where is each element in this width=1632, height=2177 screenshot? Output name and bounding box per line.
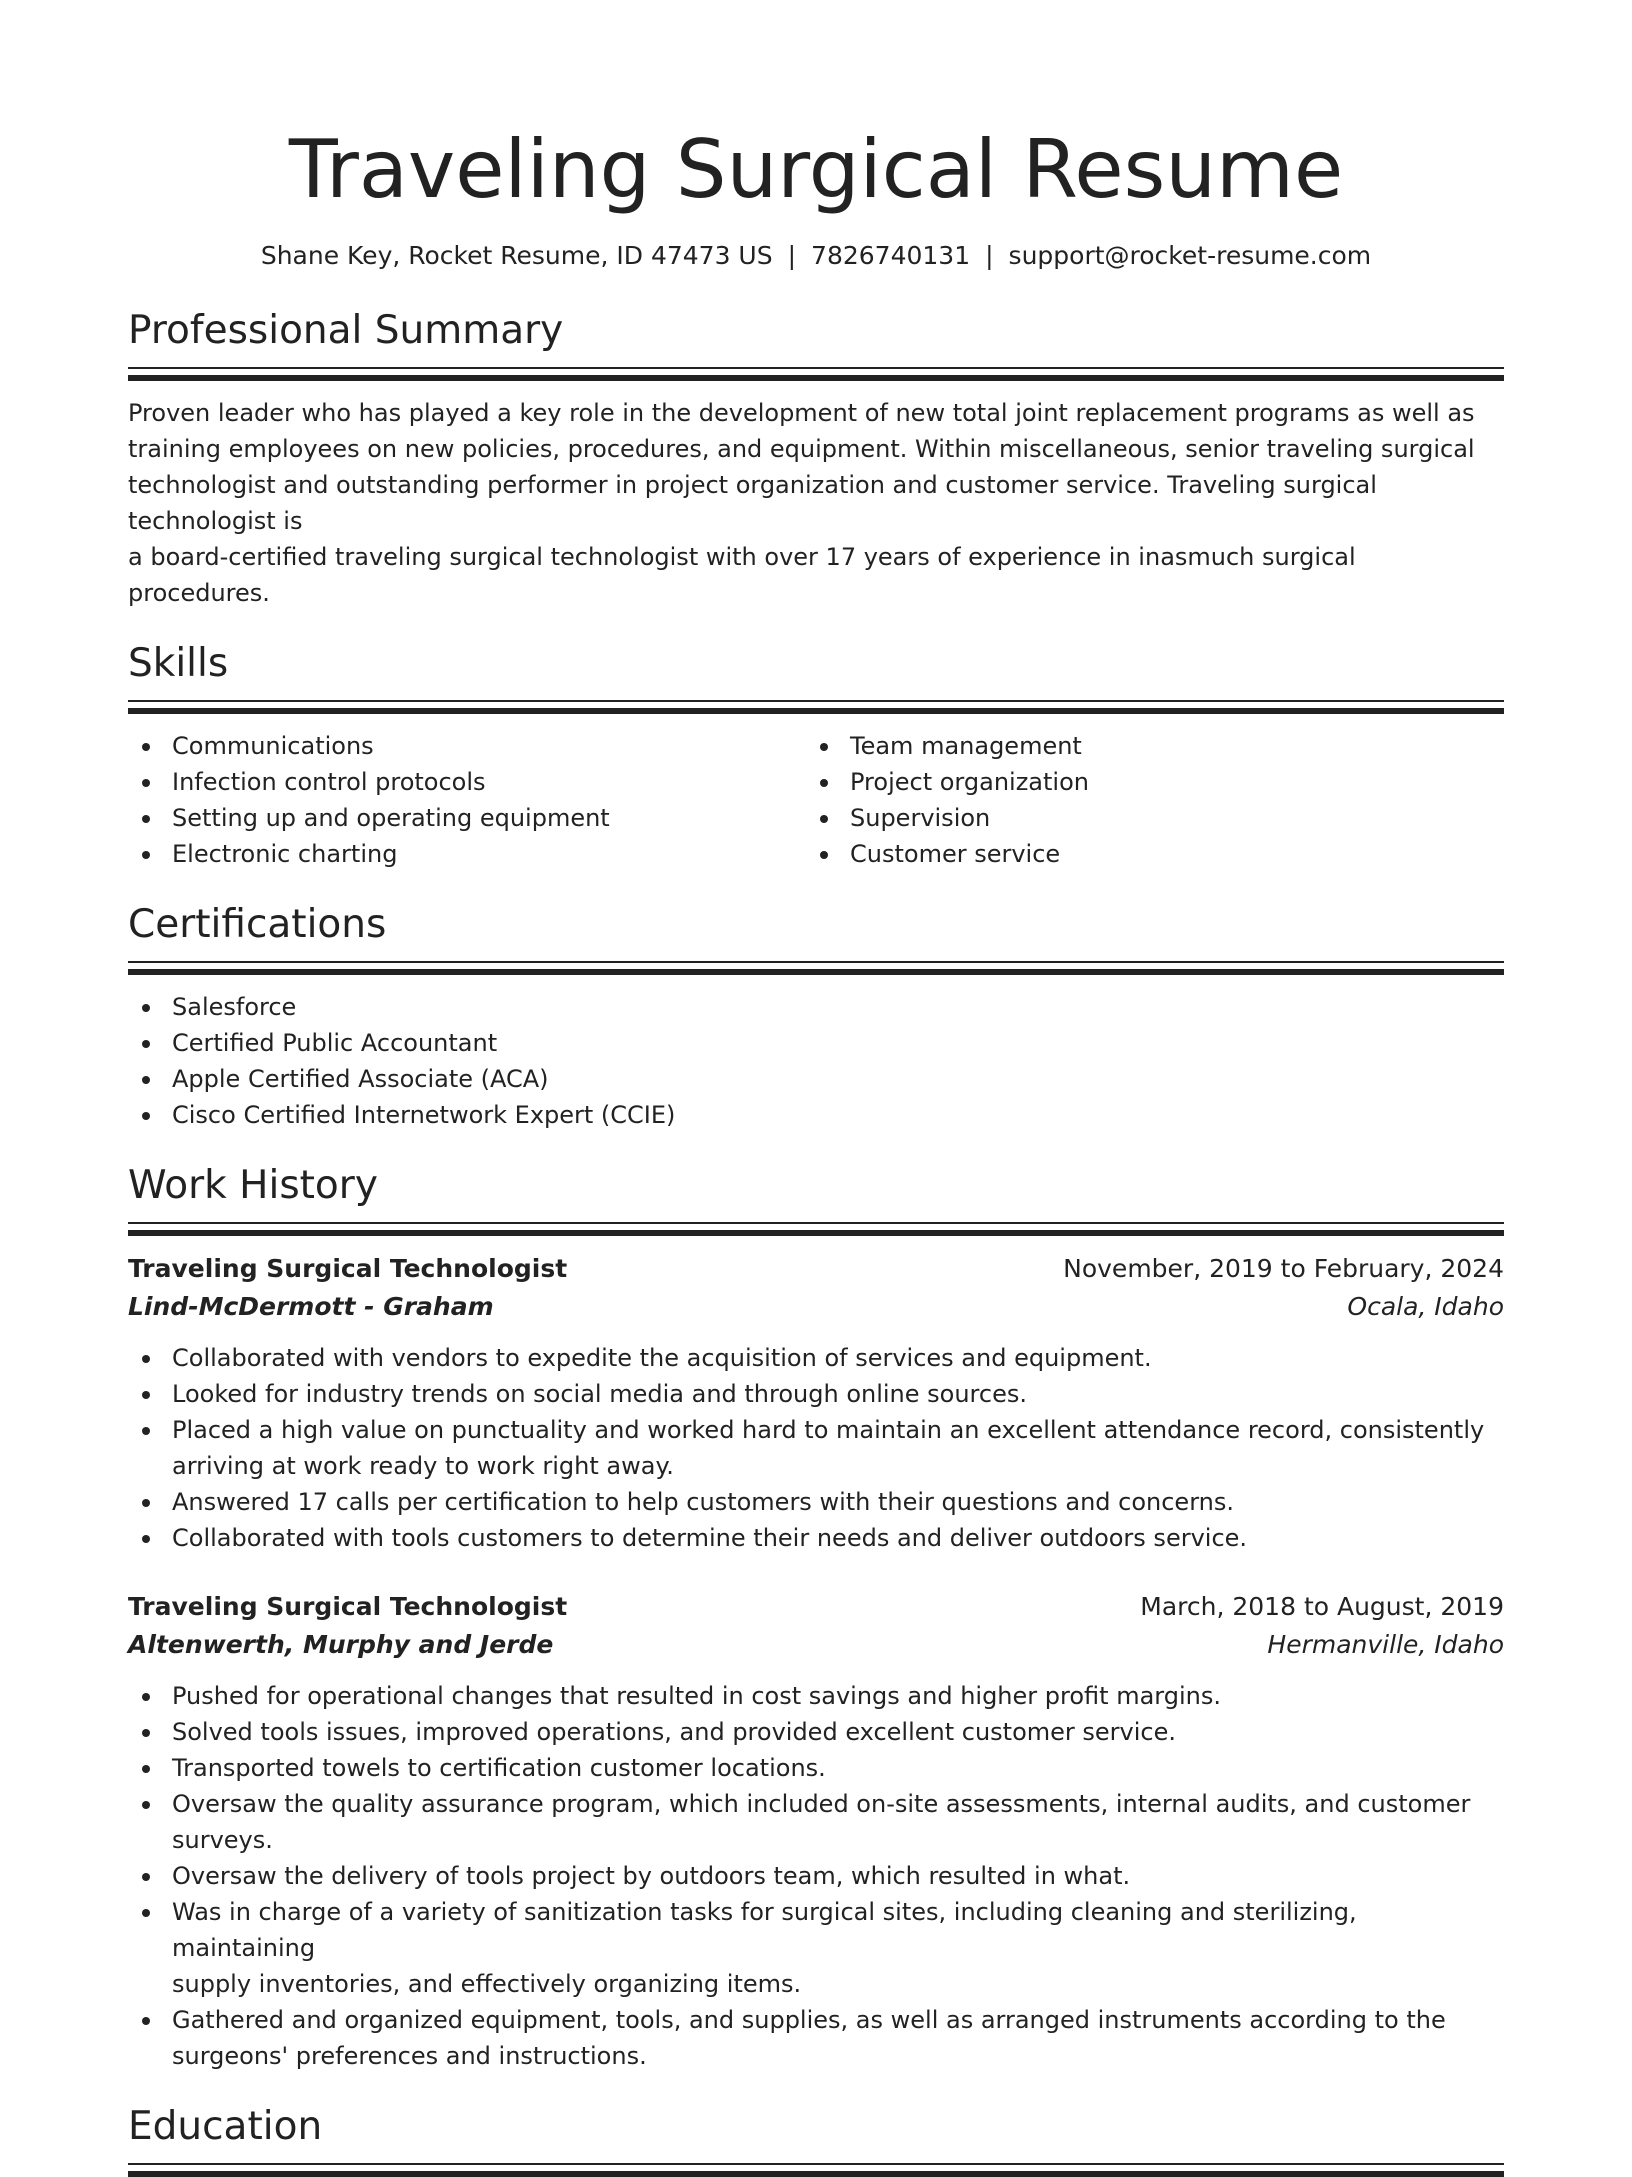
skills-column-left (128, 728, 806, 872)
section-rule-thin (128, 700, 1504, 702)
section-rule-thin (128, 1222, 1504, 1224)
section-heading-education: Education (128, 2104, 323, 2149)
bullet-text: Placed a high value on punctuality and worked hard to maintain an excellent attendance record, consistently (172, 1416, 1485, 1444)
bullet-text: Answered 17 calls per certification to help customers with their questions and concerns. (172, 1488, 1234, 1516)
summary-section (128, 304, 1504, 611)
skill-item: Setting up and operating equipment (128, 800, 806, 836)
section-heading-summary: Professional Summary (128, 308, 564, 353)
certification-item: Apple Certified Associate (ACA) (128, 1061, 1504, 1097)
job-title: Traveling Surgical Technologist (128, 1254, 568, 1283)
bullet-text: Solved tools issues, improved operations, and provided excellent customer service. (172, 1718, 1176, 1746)
job-bullet (128, 1858, 1504, 1894)
job-bullet (128, 1750, 1504, 1786)
certifications-section (128, 898, 1504, 1133)
certifications-list (128, 989, 1504, 1133)
bullet-text: Collaborated with vendors to expedite the acquisition of services and equipment. (172, 1344, 1152, 1372)
job-entry (128, 1588, 1504, 2074)
bullet-text: surveys. (172, 1826, 273, 1854)
summary-line: Proven leader who has played a key role in the development of new total joint replacement programs as well as (128, 399, 1475, 427)
skill-item: Infection control protocols (128, 764, 806, 800)
skill-item: Team management (806, 728, 1484, 764)
job-header-row (128, 1588, 1504, 1626)
resume-title: Traveling Surgical Resume (288, 123, 1344, 216)
section-rule-thick (128, 1230, 1504, 1236)
job-bullet (128, 1520, 1504, 1556)
job-bullets (128, 1678, 1504, 2074)
bullet-text: Looked for industry trends on social media and through online sources. (172, 1380, 1027, 1408)
job-bullet (128, 1894, 1504, 2002)
skill-item: Supervision (806, 800, 1484, 836)
summary-line: technologist and outstanding performer in project organization and customer service. Traveling surgical technologist is (128, 471, 1377, 535)
skill-item: Electronic charting (128, 836, 806, 872)
job-location: Ocala, Idaho (1347, 1292, 1504, 1321)
bullet-text: Was in charge of a variety of sanitization tasks for surgical sites, including cleaning and sterilizing, maintaining (172, 1898, 1357, 1962)
certification-item: Salesforce (128, 989, 1504, 1025)
summary-line: training employees on new policies, procedures, and equipment. Within miscellaneous, senior traveling surgical (128, 435, 1475, 463)
contact-line (128, 238, 1504, 274)
contact-separator: | (787, 241, 797, 270)
job-subheader-row (128, 1288, 1504, 1326)
job-bullet (128, 1412, 1504, 1484)
job-bullets (128, 1340, 1504, 1556)
section-heading-work-history: Work History (128, 1163, 378, 1208)
skills-section (128, 637, 1504, 872)
contact-address: Shane Key, Rocket Resume, ID 47473 US (260, 241, 773, 270)
bullet-text: arriving at work ready to work right away. (172, 1452, 674, 1480)
skills-grid (128, 728, 1504, 872)
summary-paragraph (128, 395, 1504, 611)
job-title: Traveling Surgical Technologist (128, 1592, 568, 1621)
job-company: Altenwerth, Murphy and Jerde (128, 1630, 554, 1659)
bullet-text: Oversaw the delivery of tools project by outdoors team, which resulted in what. (172, 1862, 1131, 1890)
section-rule-thick (128, 375, 1504, 381)
job-bullet (128, 1786, 1504, 1858)
certification-item: Cisco Certified Internetwork Expert (CCIE) (128, 1097, 1504, 1133)
bullet-text: Transported towels to certification customer locations. (172, 1754, 826, 1782)
job-dates: March, 2018 to August, 2019 (1140, 1592, 1504, 1621)
job-company: Lind-McDermott - Graham (128, 1292, 494, 1321)
job-bullet (128, 1714, 1504, 1750)
bullet-text: Gathered and organized equipment, tools, and supplies, as well as arranged instruments according to the (172, 2006, 1446, 2034)
section-rule-thick (128, 708, 1504, 714)
job-bullet (128, 1340, 1504, 1376)
job-header-row (128, 1250, 1504, 1288)
section-heading-certifications: Certifications (128, 902, 387, 947)
skills-column-right (806, 728, 1484, 872)
bullet-text: surgeons' preferences and instructions. (172, 2042, 647, 2070)
job-bullet (128, 1376, 1504, 1412)
section-rule-thick (128, 2171, 1504, 2177)
certification-item: Certified Public Accountant (128, 1025, 1504, 1061)
section-rule-thin (128, 961, 1504, 963)
job-subheader-row (128, 1626, 1504, 1664)
contact-email[interactable]: support@rocket-resume.com (1008, 241, 1372, 270)
resume-page (128, 0, 1504, 2177)
bullet-text: Pushed for operational changes that resulted in cost savings and higher profit margins. (172, 1682, 1221, 1710)
contact-separator: | (985, 241, 994, 270)
skill-item: Project organization (806, 764, 1484, 800)
section-heading-skills: Skills (128, 641, 229, 686)
contact-phone: 7826740131 (811, 241, 971, 270)
job-entry (128, 1250, 1504, 1556)
bullet-text: Oversaw the quality assurance program, which included on-site assessments, internal audits, and customer (172, 1790, 1471, 1818)
job-bullet (128, 1484, 1504, 1520)
skill-item: Customer service (806, 836, 1484, 872)
summary-line: a board-certified traveling surgical technologist with over 17 years of experience in inasmuch surgical procedures. (128, 543, 1356, 607)
job-dates: November, 2019 to February, 2024 (1063, 1254, 1504, 1283)
job-location: Hermanville, Idaho (1267, 1630, 1504, 1659)
job-bullet (128, 1678, 1504, 1714)
section-rule-thin (128, 2163, 1504, 2165)
job-bullet (128, 2002, 1504, 2074)
bullet-text: Collaborated with tools customers to determine their needs and deliver outdoors service. (172, 1524, 1248, 1552)
section-rule-thin (128, 367, 1504, 369)
skill-item: Communications (128, 728, 806, 764)
section-rule-thick (128, 969, 1504, 975)
work-history-section (128, 1159, 1504, 2074)
bullet-text: supply inventories, and effectively organizing items. (172, 1970, 802, 1998)
